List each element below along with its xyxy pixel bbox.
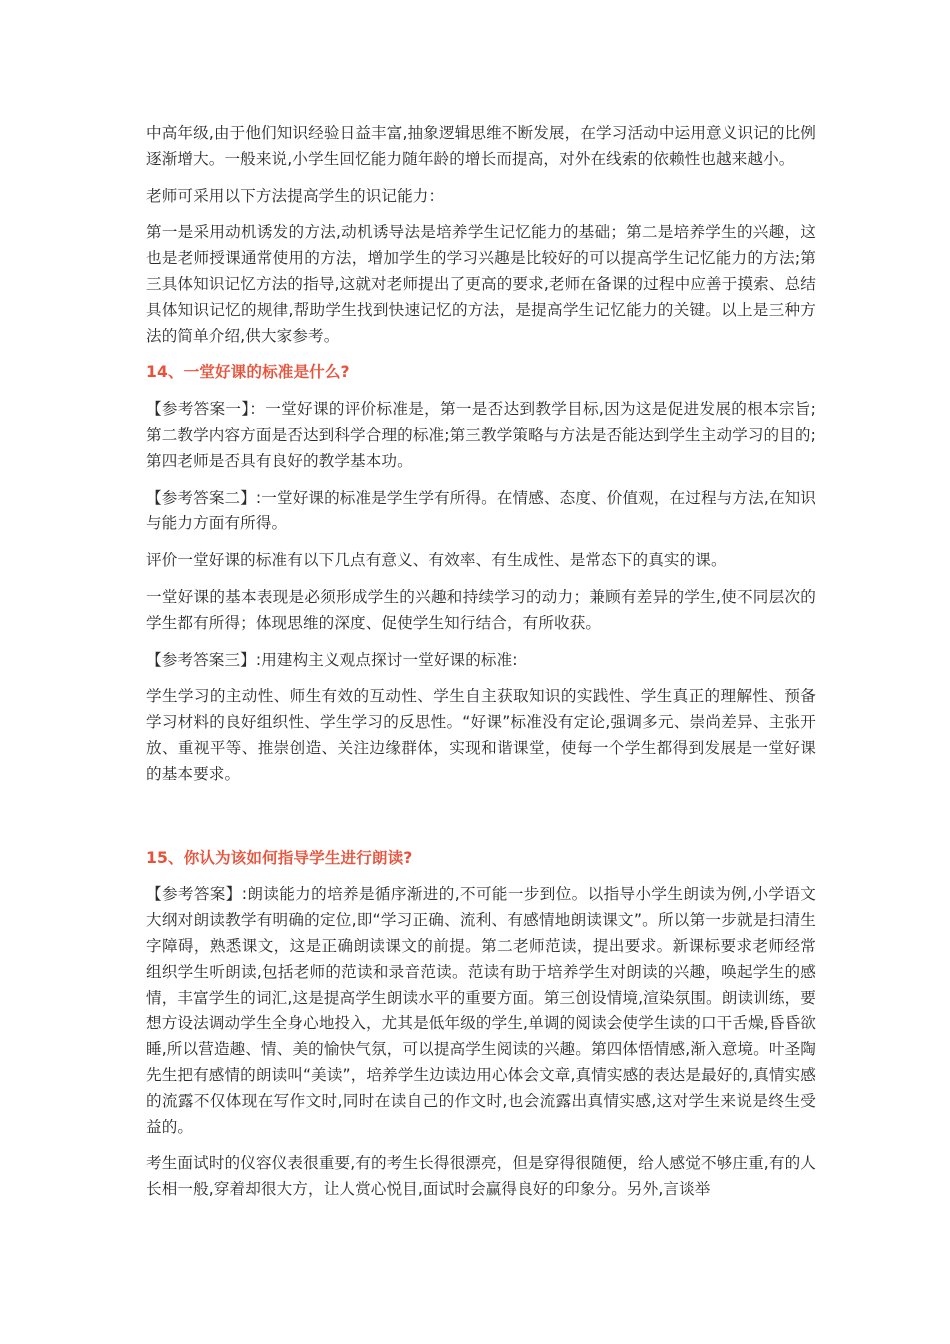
document-page [146,121,816,1214]
paragraph: 中高年级,由于他们知识经验日益丰富,抽象逻辑思维不断发展，在学习活动中运用意义识记的比例逐渐增大。一般来说,小学生回忆能力随年龄的增长而提高，对外在线索的依赖性也越来越小。 [146,124,816,168]
question-15-heading: 15、你认为该如何指导学生进行朗读? [146,848,413,867]
paragraph: 评价一堂好课的标准有以下几点有意义、有效率、有生成性、是常态下的真实的课。 [146,551,727,570]
paragraph: 老师可采用以下方法提高学生的识记能力： [146,186,445,205]
paragraph: 【参考答案二】:一堂好课的标准是学生学有所得。在情感、态度、价值观，在过程与方法,在知识与能力方面有所得。 [146,488,816,533]
paragraph: 【参考答案三】:用建构主义观点探讨一堂好课的标准: [146,650,518,669]
paragraph: 一堂好课的基本表现是必须形成学生的兴趣和持续学习的动力；兼顾有差异的学生,使不同层次的学生都有所得；体现思维的深度、促使学生知行结合，有所收获。 [146,587,816,632]
question-14-heading: 14、一堂好课的标准是什么? [146,363,350,382]
paragraph: 考生面试时的仪容仪表很重要,有的考生长得很漂亮，但是穿得很随便，给人感觉不够庄重,有的人长相一般,穿着却很大方，让人赏心悦目,面试时会赢得良好的印象分。另外,言谈举 [146,1154,816,1199]
paragraph: 学生学习的主动性、师生有效的互动性、学生自主获取知识的实践性、学生真正的理解性、预备学习材料的良好组织性、学生学习的反思性。“好课”标准没有定论,强调多元、崇尚差异、主张开放、重视平等、推崇创造、关注边缘群体，实现和谐课堂，使每一个学生都得到发展是一堂好课的基本要求。 [146,687,816,783]
section-spacer [146,799,816,846]
paragraph: 第一是采用动机诱发的方法,动机诱导法是培养学生记忆能力的基础；第二是培养学生的兴趣，这也是老师授课通常使用的方法，增加学生的学习兴趣是比较好的可以提高学生记忆能力的方法;第三具体知识记忆方法的指导,这就对老师提出了更高的要求,老师在备课的过程中应善于摸索、总结具体知识记忆的规律,帮助学生找到快速记忆的方法，是提高学生记忆能力的关键。以上是三种方法的简单介绍,供大家参考。 [146,223,816,345]
paragraph: 【参考答案一】：一堂好课的评价标准是，第一是否达到教学目标,因为这是促进发展的根本宗旨;第二教学内容方面是否达到科学合理的标准;第三教学策略与方法是否能达到学生主动学习的目的;第四老师是否具有良好的教学基本功。 [146,400,816,470]
paragraph: 【参考答案】:朗读能力的培养是循序渐进的,不可能一步到位。以指导小学生朗读为例,小学语文大纲对朗读教学有明确的定位,即“学习正确、流利、有感情地朗读课文”。所以第一步就是扫清生字障碍，熟悉课文，这是正确朗读课文的前提。第二老师范读，提出要求。新课标要求老师经常组织学生听朗读,包括老师的范读和录音范读。范读有助于培养学生对朗读的兴趣，唤起学生的感情，丰富学生的词汇,这是提高学生朗读水平的重要方面。第三创设情境,渲染氛围。朗读训练，要想方设法调动学生全身心地投入，尤其是低年级的学生,单调的阅读会使学生读的口干舌燥,昏昏欲睡,所以营造趣、情、美的愉快气氛，可以提高学生阅读的兴趣。第四体悟情感,渐入意境。叶圣陶先生把有感情的朗读叫“美读”，培养学生边读边用心体会文章,真情实感的表达是最好的,真情实感的流露不仅体现在写作文时,同时在读自己的作文时,也会流露出真情实感,这对学生来说是终生受益的。 [146,885,816,1136]
